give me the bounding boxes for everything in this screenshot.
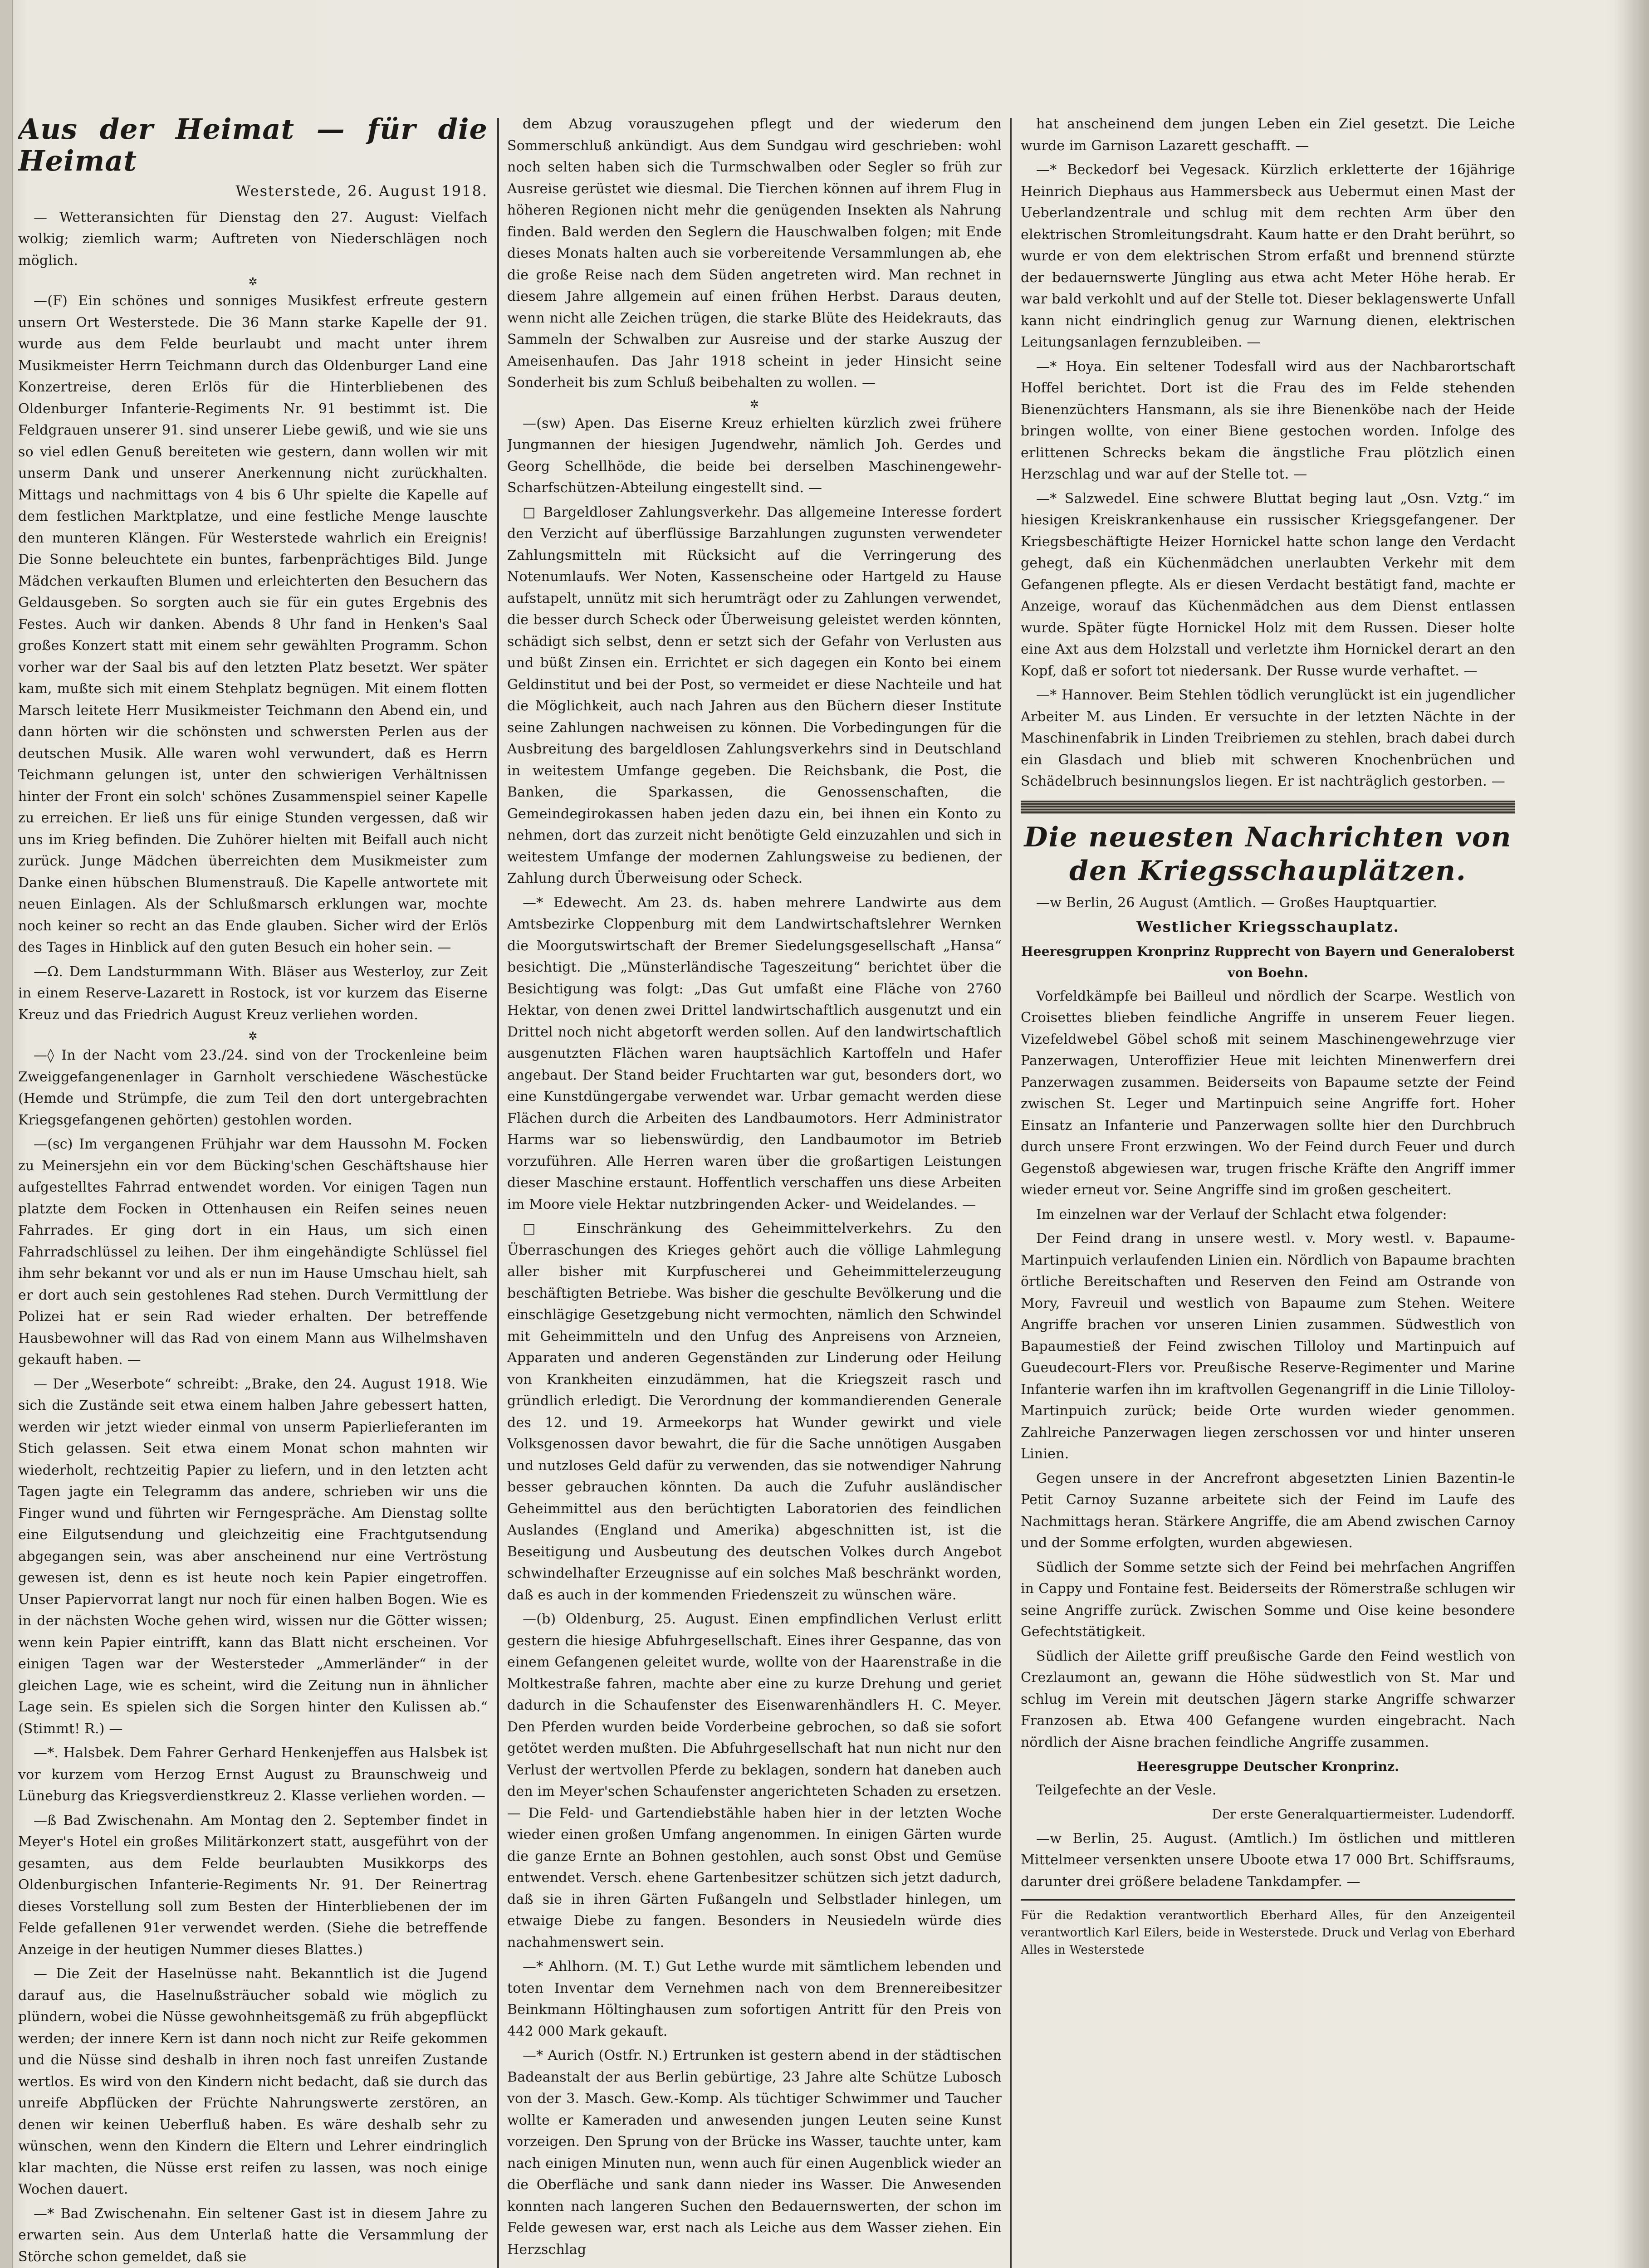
page-shadow bbox=[1617, 0, 1649, 2268]
article: Im einzelnen war der Verlauf der Schlacht etwa folgender: bbox=[1036, 1206, 1447, 1222]
article: —Ω. Dem Landsturmmann With. Bläser aus Westerloy, zur Zeit in einem Reserve-Lazarett in Rostock, ist vor kurzem das Eiserne Kreuz und das Friedrich August Kreuz verliehen worden. bbox=[18, 963, 488, 1023]
news-subheading: Westlicher Kriegsschauplatz. bbox=[1136, 918, 1399, 935]
article: —* Bad Zwischenahn. Ein seltener Gast ist in diesem Jahre zu erwarten sein. Aus dem Unterlaß hatte die Versammlung der Störche schon gemeldet, daß sie bbox=[18, 2205, 488, 2265]
article: Vorfeldkämpfe bei Bailleul und nördlich der Scarpe. Westlich von Croisettes blieben feindliche Angriffe in unserem Feuer liegen. Vizefeldwebel Göbel schoß mit seinem Maschinengewehrzuge vier Panzerwagen, Unteroffizier Heue mit leichten Minenwerfern drei Panzerwagen zusammen. Beiderseits von Bapaume setzte der Feind zwischen St. Leger und Martinpuich seine Angriffe fort. Hoher Einsatz an Infanterie und Panzerwagen sollte hier den Durchbruch durch unsere Front erzwingen. Wo der Feind durch Feuer und durch Gegenstoß abgewiesen war, trugen frische Kräfte den Angriff immer wieder erneut vor. Seine Angriffe sind im großen gescheitert. bbox=[1021, 988, 1515, 1198]
separator: ✲ bbox=[248, 1030, 258, 1042]
article: Südlich der Ailette griff preußische Garde den Feind westlich von Crezlaumont an, gewann die Höhe südwestlich von St. Mar und schlug im Verein mit deutschen Jägern starke Angriffe schwarzer Franzosen ab. Etwa 400 Gefangene wurden eingebracht. Nach nördlich der Aisne brachen feindliche Angriffe zusammen. bbox=[1021, 1648, 1515, 1750]
news-subheading: Heeresgruppe Deutscher Kronprinz. bbox=[1136, 1759, 1399, 1774]
article: —*. Halsbek. Dem Fahrer Gerhard Henkenjeffen aus Halsbek ist vor kurzem vom Herzog Ernst August zu Braunschweig und Lüneburg das Kriegsverdienstkreuz 2. Klasse verliehen worden. — bbox=[18, 1745, 488, 1804]
separator: ✲ bbox=[248, 275, 258, 288]
article: —* Beckedorf bei Vegesack. Kürzlich erkletterte der 16jährige Heinrich Diephaus aus Hammersbeck aus Uebermut einen Mast der Ueberlandzentrale und schlug mit dem rechten Arm über den elektrischen Stromleitungsdraht. Kaum hatte er den Draht berührt, so wurde er von dem elektrischen Strom erfaßt und brennend stürzte der bedauernswerte Jüngling aus etwa acht Meter Höhe herab. Er war bald verkohlt und auf der Stelle tot. Dieser beklagenswerte Unfall kann nicht eindringlich genug zur Warnung dienen, elektrischen Leitungsanlagen fernzubleiben. — bbox=[1021, 162, 1515, 350]
section-title: Aus der Heimat — für die Heimat bbox=[18, 113, 488, 177]
binding-edge bbox=[0, 0, 13, 2268]
article: —* Salzwedel. Eine schwere Bluttat beging laut „Osn. Vztg.“ im hiesigen Kreiskrankenhause ein russischer Kriegsgefangener. Der Kriegsbeschäftigte Heizer Hornickel hatte schon lange den Verdacht gehegt, daß ein Küchenmädchen unerlaubten Verkehr mit dem Gefangenen pflegte. Als er diesen Verdacht bestätigt fand, machte er Anzeige, worauf das Küchenmädchen aus dem Dienst entlassen wurde. Später fügte Hornickel Holz mit dem Russen. Dieser holte eine Axt aus dem Holzstall und verletzte ihm Hornickel derart an den Kopf, daß er sofort tot niedersank. Der Russe wurde verhaftet. — bbox=[1021, 490, 1515, 679]
article: dem Abzug vorauszugehen pflegt und der wiederum den Sommerschluß ankündigt. Aus dem Sundgau wird geschrieben: wohl noch selten haben sich die Turmschwalben oder Segler so früh zur Ausreise gerüstet wie diesmal. Die Tierchen können auf ihrem Flug in höheren Regionen nicht mehr die genügenden Insekten als Nahrung finden. Bald werden den Seglern die Hauschwalben folgen; mit Ende dieses Monats halten auch sie vorbereitende Versammlungen ab, ehe die große Reise nach dem Süden angetreten wird. Man rechnet in diesem Jahre allgemein auf einen frühen Herbst. Daraus deuten, wenn nicht alle Zeichen trügen, die starke Blüte des Heidekrauts, das Sammeln der Schwalben zur Ausreise und der starke Auszug der Ameisenhaufen. Das Jahr 1918 scheint in jeder Hinsicht seine Sonderheit bis zum Schluß beibehalten zu wollen. — bbox=[507, 116, 1002, 391]
separator: ✲ bbox=[749, 397, 759, 411]
article: — Wetteransichten für Dienstag den 27. August: Vielfach wolkig; ziemlich warm; Auftreten von Niederschlägen noch möglich. bbox=[18, 209, 488, 269]
news-subheading: Heeresgruppen Kronprinz Rupprecht von Bayern und Generaloberst von Boehn. bbox=[1021, 943, 1515, 980]
article: —* Edewecht. Am 23. ds. haben mehrere Landwirte aus dem Amtsbezirke Cloppenburg mit dem Landwirtschaftslehrer Wernken die Moorgutswirtschaft der Bremer Siedelungsgesellschaft „Hansa“ besichtigt. Die „Münsterländische Tageszeitung“ berichtet über die Besichtigung was folgt: „Das Gut umfaßt eine Fläche von 2760 Hektar, von denen zwei Drittel landwirtschaftlich ausgenutzt und ein Drittel noch nicht abgetorft werden sollen. Auf den landwirtschaftlich ausgenutzten Flächen waren hauptsächlich Kartoffeln und Hafer angebaut. Der Stand beider Fruchtarten war gut, besonders dort, wo eine Kunstdüngergabe verwendet war. Urbar gemacht werden diese Flächen durch die Arbeiten des Landbaumotors. Herr Administrator Harms war so liebenswürdig, den Landbaumotor im Betrieb vorzuführen. Alle Herren waren über die großartigen Leistungen dieser Maschine erstaunt. Hoffentlich verschaffen uns diese Arbeiten im Moore viele Hektar nutzbringenden Acker- und Weidelandes. — bbox=[507, 894, 1002, 1212]
news-intro: —w Berlin, 26 August (Amtlich. — Großes Hauptquartier. bbox=[1036, 894, 1438, 911]
column-rule bbox=[497, 118, 499, 2268]
article: —w Berlin, 25. August. (Amtlich.) Im östlichen und mittleren Mittelmeer versenkten unsere Uboote etwa 17 000 Brt. Schiffsraums, darunter drei größere beladene Tankdampfer. — bbox=[1021, 1830, 1515, 1890]
article: —* Aurich (Ostfr. N.) Ertrunken ist gestern abend in der städtischen Badeanstalt der aus Berlin gebürtige, 23 Jahre alte Schütze Lubosch von der 3. Masch. Gew.-Komp. Als tüchtiger Schwimmer und Taucher wollte er Kameraden und anwesenden jungen Leuten seine Kunst vorzeigen. Den Sprung von der Brücke ins Wasser, tauchte unter, kam nach einigen Minuten nun, wenn auch für einen Augenblick wieder an die Oberfläche und sank dann nieder ins Wasser. Die Anwesenden konnten nach langeren Suchen den Bedauernswerten, der schon im Felde gewesen war, erst nach als Leiche aus dem Wasser ziehen. Ein Herzschlag bbox=[507, 2048, 1002, 2258]
article: —* Hoya. Ein seltener Todesfall wird aus der Nachbarortschaft Hoffel berichtet. Dort ist die Frau des im Felde stehenden Bienenzüchters Hansmann, als sie ihre Bienenköbe nach der Heide bringen wollte, von einer Biene gestochen worden. Infolge des erlittenen Schrecks bekam die ängstliche Frau plötzlich einen Herzschlag und war auf der Stelle tot. — bbox=[1021, 358, 1515, 482]
article: □ Bargeldloser Zahlungsverkehr. Das allgemeine Interesse fordert den Verzicht auf überflüssige Barzahlungen zugunsten verwendeter Zahlungsmitteln mit Rücksicht auf die Verringerung des Notenumlaufs. Wer Noten, Kassenscheine oder Hartgeld zu Hause aufstapelt, unnütz mit sich herumträgt oder zu Zahlungen verwendet, die besser durch Scheck oder Überweisung geleistet werden könnten, schädigt sich selbst, denn er setzt sich der Gefahr von Verlusten aus und büßt Zinsen ein. Errichtet er sich dagegen ein Konto bei einem Geldinstitut und bei der Post, so vermeidet er diese Nachteile und hat die Möglichkeit, auch nach Jahren aus den Büchern dieser Institute seine Zahlungen nachweisen zu können. Die Vorbedingungen für die Ausbreitung des bargeldlosen Zahlungsverkehrs sind in Deutschland in weitestem Umfange gegeben. Die Reichsbank, die Post, die Banken, die Sparkassen, die Genossenschaften, die Gemeindegirokassen haben jeden dazu ein, bei ihnen ein Konto zu nehmen, dort das zurzeit nicht benötigte Geld einzuzahlen und sich in weitestem Umfange der modernen Zahlungsweise zu bedienen, der Zahlung durch Überweisung oder Scheck. bbox=[507, 504, 1002, 886]
article: —(b) Oldenburg, 25. August. Einen empfindlichen Verlust erlitt gestern die hiesige Abfuhrgesellschaft. Eines ihrer Gespanne, das von einem Gefangenen geleitet wurde, wollte von der Haarenstraße in die Moltkestraße fahren, machte aber eine zu kurze Drehung und geriet dadurch in die Schaufenster des Eisenwarenhändlers H. C. Meyer. Den Pferden wurden beide Vorderbeine gebrochen, so daß sie sofort getötet werden mußten. Die Abfuhrgesellschaft hat nun nicht nur den Verlust der wertvollen Pferde zu beklagen, sondern hat daneben auch den im Meyer'schen Schaufenster angerichteten Schaden zu ersetzen. — Die Feld- und Gartendiebstähle haben hier in der letzten Woche wieder einen großen Umfang angenommen. In einigen Gärten wurde die ganze Ernte an Bohnen gestohlen, auch sonst Obst und Gemüse entwendet. Versch. ehene Gartenbesitzer schützen sich jetzt dadurch, daß sie in ihren Gärten Fußangeln und Selbstlader hinlegen, um etwaige Diebe zu fangen. Besonders in Neusiedeln würde dies nachahmenswert sein. bbox=[507, 1611, 1002, 1950]
article: — Die Zeit der Haselnüsse naht. Bekanntlich ist die Jugend darauf aus, die Haselnußsträucher sobald wie möglich zu plündern, wobei die Nüsse gewohnheitsgemäß zu früh abgepflückt werden; der innere Kern ist dann noch nicht zur Reife gekommen und die Nüsse sind deshalb in ihren noch fast unreifen Zustande wertlos. Es wird von den Kindern nicht bedacht, daß sie durch das unreife Abpflücken der Früchte Nahrungswerte zerstören, an denen wir keinen Ueberfluß haben. Es wäre deshalb sehr zu wünschen, wenn den Kindern die Eltern und Lehrer eindringlich klar machten, die Nüsse erst reifen zu lassen, was noch einige Wochen dauert. bbox=[18, 1966, 488, 2197]
article: —(sc) Im vergangenen Frühjahr war dem Haussohn M. Focken zu Meinersjehn ein vor dem Bücking'schen Geschäftshause hier aufgestelltes Fahrrad entwendet worden. Vor einigen Tagen nun platzte dem Focken in Ottenhausen ein Reifen seines neuen Fahrrades. Er ging dort in ein Haus, um sich einen Fahrradschlüssel zu leihen. Der ihm eingehändigte Schlüssel fiel ihm sehr bekannt vor und als er nun im Hause Umschau hielt, sah er dort auch sein gestohlenes Rad stehen. Durch Vermittlung der Polizei hat er sein Rad wieder erhalten. Der betreffende Hausbewohner will das Rad von einem Mann aus Wilhelmshaven gekauft haben. — bbox=[18, 1136, 488, 1368]
column-1 bbox=[18, 113, 488, 2268]
article: hat anscheinend dem jungen Leben ein Ziel gesetzt. Die Leiche wurde im Garnison Lazarett geschafft. — bbox=[1021, 116, 1515, 154]
article: — Der „Weserbote“ schreibt: „Brake, den 24. August 1918. Wie sich die Zustände seit etwa einem halben Jahre gebessert hatten, werden wir jetzt wieder einmal von unserm Papierlieferanten im Stich gelassen. Seit etwa einem Monat schon mahnten wir wiederholt, rechtzeitig Papier zu liefern, und in den letzten acht Tagen jagte ein Telegramm das andere, schrieben wir uns die Finger wund und führten wir Ferngespräche. Am Dienstag sollte eine Eilgutsendung und gleichzeitig eine Frachtgutsendung abgegangen sein, was aber anscheinend nur eine Vertröstung gewesen ist, denn es ist heute noch kein Papier eingetroffen. Unser Papiervorrat langt nur noch für einen halben Bogen. Wie es in der nächsten Woche gehen wird, wissen nur die Götter wissen; wenn kein Papier eintrifft, kann das Blatt nicht erscheinen. Vor einigen Tagen war der Westersteder „Ammerländer“ in der gleichen Lage, wie es scheint, wird die Zeitung nun in ähnlicher Lage sein. Es spielen sich die Sorgen hinter den Kulissen ab.“ (Stimmt! R.) — bbox=[18, 1376, 488, 1737]
article: —(sw) Apen. Das Eiserne Kreuz erhielten kürzlich zwei frühere Jungmannen der hiesigen Jugendwehr, nämlich Joh. Gerdes und Georg Schellhöde, die beide bei derselben Maschinengewehr-Scharfschützen-Abteilung eingestellt sind. — bbox=[507, 415, 1002, 496]
news-line: Teilgefechte an der Vesle. bbox=[1036, 1782, 1217, 1798]
signature: Der erste Generalquartiermeister. Ludendorff. bbox=[1212, 1807, 1515, 1822]
article: Der Feind drang in unsere westl. v. Mory westl. v. Bapaume-Martinpuich verlaufenden Linien ein. Nördlich von Bapaume brachten örtliche Bereitschaften und Reserven den Feind am Ostrande von Mory, Favreuil und westlich von Bapaume zum Stehen. Weitere Angriffe brachen vor unseren Linien zusammen. Südwestlich von Bapaumestieß der Feind zwischen Tilloloy und Martinpuich auf Gueudecourt-Flers vor. Preußische Reserve-Regimenter und Marine Infanterie warfen ihn im kraftvollen Gegenangriff in die Linie Tilloloy-Martinpuich zurück; beide Orte wurden wieder genommen. Zahlreiche Panzerwagen liegen zerschossen vor und hinter unseren Linien. bbox=[1021, 1231, 1515, 1462]
section-divider bbox=[1021, 801, 1515, 814]
article: Südlich der Somme setzte sich der Feind bei mehrfachen Angriffen in Cappy und Fontaine fest. Beiderseits der Römerstraße schlugen wir seine Angriffe zurück. Zwischen Somme und Oise keine besondere Gefechtstätigkeit. bbox=[1021, 1559, 1515, 1640]
column-rule bbox=[1010, 118, 1012, 2268]
column-2 bbox=[507, 113, 1002, 2268]
article: —* Hannover. Beim Stehlen tödlich verunglückt ist ein jugendlicher Arbeiter M. aus Linden. Er versuchte in der letzten Nächte in der Maschinenfabrik in Linden Treibriemen zu stehlen, brach dabei durch ein Glasdach und blieb mit schweren Knochenbrüchen und Schädelbruch besinnungslos liegen. Er ist nachträglich gestorben. — bbox=[1021, 687, 1515, 789]
article: □ Einschränkung des Geheimmittelverkehrs. Zu den Überraschungen des Krieges gehört auch die völlige Lahmlegung aller bisher mit Kurpfuscherei und Geheimmittelerzeugung beschäftigten Betriebe. Was bisher die geschulte Bevölkerung und die einschlägige Gesetzgebung nicht vermochten, nämlich den Schwindel mit Geheimmitteln und den Unfug des Anpreisens von Arzneien, Apparaten und anderen Gegenständen zur Linderung oder Heilung von Krankheiten einzudämmen, hat die Kriegszeit rasch und gründlich erledigt. Die Verordnung der kommandierenden Generale des 12. und 19. Armeekorps hat Wunder gewirkt und viele Volksgenossen davor bewahrt, die für die Sache unnötigen Ausgaben und nutzloses Geld dafür zu verwenden, das sie notwendiger Nahrung besser gebrauchen könnten. Da auch die Zufuhr ausländischer Geheimmittel aus den berüchtigten Laboratorien des feindlichen Auslandes (England und Amerika) abgeschnitten ist, ist die Beseitigung und Ausbeutung des deutschen Volkes durch Angebot schwindelhafter Erzeugnisse auf ein solches Maß beschränkt worden, daß es auch in der kommenden Friedenszeit zu wünschen wäre. bbox=[507, 1221, 1002, 1603]
article: —ß Bad Zwischenahn. Am Montag den 2. September findet in Meyer's Hotel ein großes Militärkonzert statt, ausgeführt von der gesamten, aus dem Felde beurlaubten Musikkorps des Oldenburgischen Infanterie-Regiments Nr. 91. Der Reinertrag dieses Vorstellung soll zum Besten der Hinterbliebenen der im Felde gefallenen 91er verwendet werden. (Siehe die betreffende Anzeige in der heutigen Nummer dieses Blattes.) bbox=[18, 1812, 488, 1958]
dateline: Westerstede, 26. August 1918. bbox=[235, 182, 488, 200]
article: —* Ahlhorn. (M. T.) Gut Lethe wurde mit sämtlichem lebenden und toten Inventar dem Vernehmen nach von dem Brennereibesitzer Beinkmann Höltinghausen zum sofortigen Antritt für den Preis von 442 000 Mark gekauft. bbox=[507, 1959, 1002, 2039]
article: —(F) Ein schönes und sonniges Musikfest erfreute gestern unsern Ort Westerstede. Die 36 Mann starke Kapelle der 91. wurde aus dem Felde beurlaubt und macht unter ihrem Musikmeister Herrn Teichmann durch das Oldenburger Land eine Konzertreise, deren Erlös für die Hinterbliebenen des Oldenburger Infanterie-Regiments Nr. 91 bestimmt ist. Die Feldgrauen unserer 91. sind unserer Liebe gewiß, und wie sie uns so viel edlen Genuß bereiteten wie gestern, dann wollen wir mit unserm Dank und unserer Anerkennung nicht zurückhalten. Mittags und nachmittags von 4 bis 6 Uhr spielte die Kapelle auf dem festlichen Marktplatze, und eine festliche Menge lauschte den munteren Klängen. Für Westerstede wahrlich ein Ereignis! Die Sonne beleuchtete ein buntes, farbenprächtiges Bild. Junge Mädchen verkauften Blumen und erleichterten den Besuchern das Geldausgeben. So sorgten auch sie für ein gutes Ergebnis des Festes. Auch wir danken. Abends 8 Uhr fand in Henken's Saal großes Konzert statt mit einem sehr gewählten Programm. Schon vorher war der Saal bis auf den letzten Platz besetzt. Wer später kam, mußte sich mit einem Stehplatz begnügen. Mit einem flotten Marsch leitete Herr Musikmeister Teichmann den Abend ein, und dann hörten wir die schönsten und schwersten Perlen aus der deutschen Musik. Alle waren wohl verwundert, daß es Herrn Teichmann gelungen ist, unter den schwierigen Verhältnissen hinter der Front ein solch' schönes Zusammenspiel seiner Kapelle zu erreichen. Er ließ uns für einige Stunden vergessen, daß wir uns im Krieg befinden. Die Zuhörer hielten mit Beifall auch nicht zurück. Junge Mädchen überreichten dem Musikmeister zum Danke einen hübschen Blumenstrauß. Die Kapelle antwortete mit neuen Einlagen. Als der Schlußmarsch erklungen war, mochte noch keiner so recht an das Ende glauben. Sicher wird der Erlös des Tages in Hinblick auf den guten Besuch ein hoher sein. — bbox=[18, 293, 488, 955]
article: Gegen unsere in der Ancrefront abgesetzten Linien Bazentin-le Petit Carnoy Suzanne arbeitete sich der Feind im Laufe des Nachmittags heran. Stärkere Angriffe, die am Abend zwischen Carnoy und der Somme erfolgten, wurden abgewiesen. bbox=[1021, 1470, 1515, 1551]
news-heading: Die neuesten Nachrichten von den Kriegsschauplätzen. bbox=[1024, 821, 1512, 887]
column-3 bbox=[1021, 113, 1515, 2268]
footer-rule bbox=[1021, 1899, 1515, 1901]
article: —◊ In der Nacht vom 23./24. sind von der Trockenleine beim Zweiggefangenenlager in Garnholt verschiedene Wäschestücke (Hemde und Strümpfe, die zum Teil den dort untergebrachten Kriegsgefangenen gehörten) gestohlen worden. bbox=[18, 1047, 488, 1128]
imprint: Für die Redaktion verantwortlich Eberhard Alles, für den Anzeigenteil verantwortlich Karl Eilers, beide in Westerstede. Druck und Verlag von Eberhard Alles in Westerstede bbox=[1021, 1909, 1515, 1957]
